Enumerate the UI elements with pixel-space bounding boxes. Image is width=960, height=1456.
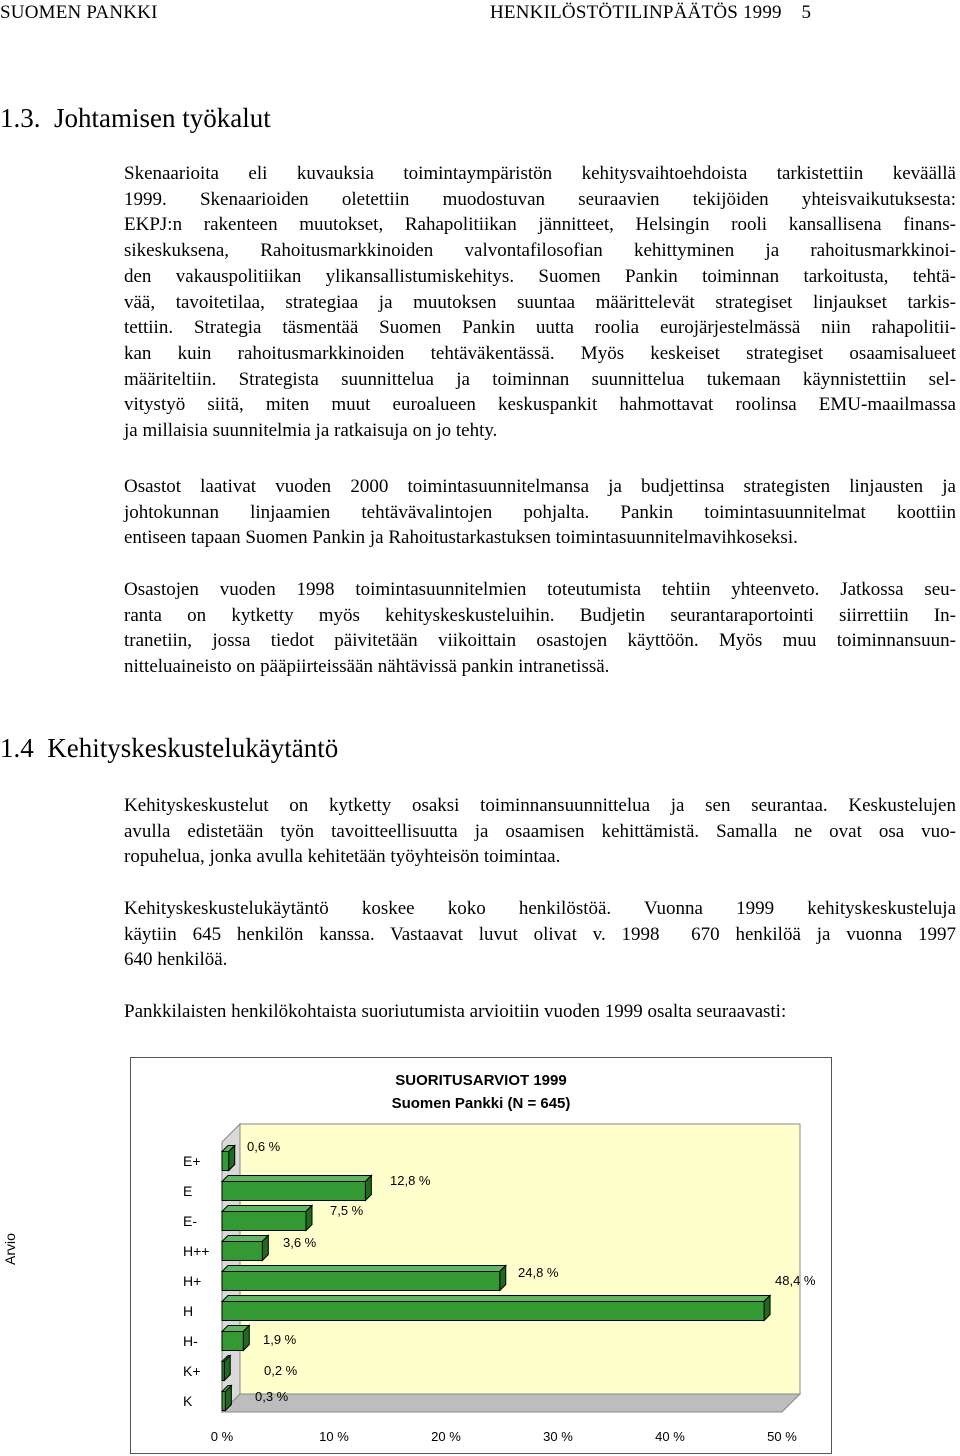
x-tick-label: 50 % [767, 1429, 797, 1444]
bar-top [222, 1296, 770, 1302]
data-label: 7,5 % [330, 1203, 364, 1218]
category-label: H+ [183, 1273, 202, 1289]
category-label: H++ [183, 1243, 210, 1259]
data-label: 0,3 % [255, 1389, 289, 1404]
category-label: E [183, 1183, 193, 1199]
paragraph-line: Pankkilaisten henkilökohtaista suoriutumista arvioitiin vuoden 1999 osalta seuraavasti: [124, 1001, 787, 1022]
paragraph-line: den vakauspolitiikan ylikansallistumiskehitys. Suomen Pankin toiminnan tarkoitusta, tehtä- [124, 265, 956, 287]
paragraph-line: ranta on kytketty myös kehityskeskusteluihin. Budjetin seurantaraportointi siirrettiin In- [124, 604, 956, 626]
paragraph-line: Kehityskeskustelukäytäntö koskee koko henkilöstöä. Vuonna 1999 kehityskeskusteluja [124, 898, 956, 919]
bar [222, 1332, 243, 1351]
x-tick-label: 30 % [543, 1429, 573, 1444]
bar [222, 1392, 225, 1411]
bar-top [222, 1236, 268, 1242]
bar [222, 1302, 764, 1321]
category-label: H [183, 1303, 194, 1319]
paragraph-line: EKPJ:n rakenteen muutokset, Rahapolitiikan jännitteet, Helsingin rooli kansallisena finans- [124, 214, 956, 236]
paragraph-line: Skenaarioita eli kuvauksia toimintaympäristön kehitysvaihtoehdoista tarkistettiin keväällä [124, 163, 956, 184]
chart-y-axis-label: Arvio [2, 1233, 18, 1265]
chart-subtitle: Suomen Pankki (N = 645) [391, 1095, 571, 1112]
paragraph-line: entiseen tapaan Suomen Pankin ja Rahoitustarkastuksen toimintasuunnitelmavihkoseksi. [124, 527, 798, 549]
paragraph-line: Kehityskeskustelut on kytketty osaksi toiminnansuunnittelua ja sen seurantaa. Keskustelujen [124, 795, 956, 816]
bar-top [222, 1206, 312, 1212]
data-label: 12,8 % [390, 1173, 431, 1188]
paragraph-line: määriteltiin. Strategista suunnittelua ja toiminnan suunnittelua tukemaan käynnistettiin sel- [124, 368, 956, 390]
bar [222, 1182, 365, 1201]
data-label: 0,2 % [264, 1363, 298, 1378]
x-tick-label: 40 % [655, 1429, 685, 1444]
bar [222, 1212, 306, 1231]
plot-floor [222, 1394, 800, 1412]
bar-top [222, 1176, 371, 1182]
plot-back-wall [240, 1124, 800, 1394]
paragraph-line: Osastojen vuoden 1998 toimintasuunnitelmien toteutumista tehtiin yhteenveto. Jatkossa seu- [124, 579, 956, 600]
paragraph-line: 1999. Skenaarioiden oletettiin muodostuvan seuraavien tekijöiden yhteisvaikutuksesta: [124, 188, 956, 210]
data-label: 3,6 % [283, 1235, 317, 1250]
category-label: E- [183, 1213, 197, 1229]
paragraph-line: kan kuin rahoitusmarkkinoiden tehtäväkentässä. Myös keskeiset strategiset osaamisalueet [124, 342, 956, 364]
x-tick-label: 0 % [210, 1429, 234, 1444]
category-label: E+ [183, 1153, 201, 1169]
paragraph-line: vää, tavoitetilaa, strategiaa ja muutoksen suuntaa määrittelevät strategiset linjaukset tarkis- [124, 291, 956, 313]
bar [222, 1362, 224, 1381]
paragraph-line: nitteluaineisto on pääpiirteissään nähtävissä pankin intranetissä. [124, 656, 610, 678]
paragraph-line: vitystyö siitä, miten muut euroalueen keskuspankit hahmottavat roolinsa EMU-maailmassa [124, 394, 956, 416]
data-label: 24,8 % [518, 1265, 559, 1280]
page-header-left: SUOMEN PANKKI [0, 2, 158, 23]
paragraph-line: tranetiin, jossa tiedot päivitetään viikoittain osastojen käyttöön. Myös muu toiminnansuun- [124, 630, 956, 652]
paragraph-line: ropuhelua, jonka avulla kehitetään työyhteisön toimintaa. [124, 846, 561, 868]
x-tick-label: 20 % [431, 1429, 461, 1444]
paragraph-line: 640 henkilöä. [124, 949, 228, 971]
x-tick-label: 10 % [319, 1429, 349, 1444]
page-header-right: HENKILÖSTÖTILINPÄÄTÖS 1999 5 [490, 2, 812, 23]
bar [222, 1272, 500, 1291]
paragraph-line: käytiin 645 henkilön kanssa. Vastaavat luvut olivat v. 1998 670 henkilöä ja vuonna 1997 [124, 923, 956, 945]
bar [222, 1242, 262, 1261]
data-label: 48,4 % [775, 1273, 816, 1288]
paragraph-line: tettiin. Strategia täsmentää Suomen Pankin uutta roolia eurojärjestelmässä niin rahapolitii- [124, 317, 956, 339]
section-heading-1-4: 1.4 Kehityskeskustelukäytäntö [0, 733, 339, 763]
category-label: K [183, 1393, 193, 1409]
paragraph-line: johtokunnan linjaamien tehtävävalintojen pohjalta. Pankin toimintasuunnitelmat koottiin [124, 501, 956, 523]
data-label: 1,9 % [263, 1332, 297, 1347]
section-heading-1-3: 1.3. Johtamisen työkalut [0, 103, 271, 133]
data-label: 0,6 % [247, 1139, 281, 1154]
category-label: H- [183, 1333, 198, 1349]
category-label: K+ [183, 1363, 201, 1379]
bar-top [222, 1266, 506, 1272]
paragraph-line: Osastot laativat vuoden 2000 toimintasuunnitelmansa ja budjettinsa strategisten linjausten ja [124, 476, 956, 497]
bar [222, 1152, 229, 1171]
paragraph-line: ja millaisia suunnitelmia ja ratkaisuja on jo tehty. [124, 420, 498, 442]
paragraph-line: avulla edistetään työn tavoitteellisuutta ja osaamisen kehittämistä. Samalla ne ovat osa vuo- [124, 820, 956, 842]
paragraph-line: sikeskuksena, Rahoitusmarkkinoiden valvontafilosofian kehittyminen ja rahoitusmarkkinoi- [124, 240, 956, 262]
chart-title: SUORITUSARVIOT 1999 [395, 1072, 567, 1089]
